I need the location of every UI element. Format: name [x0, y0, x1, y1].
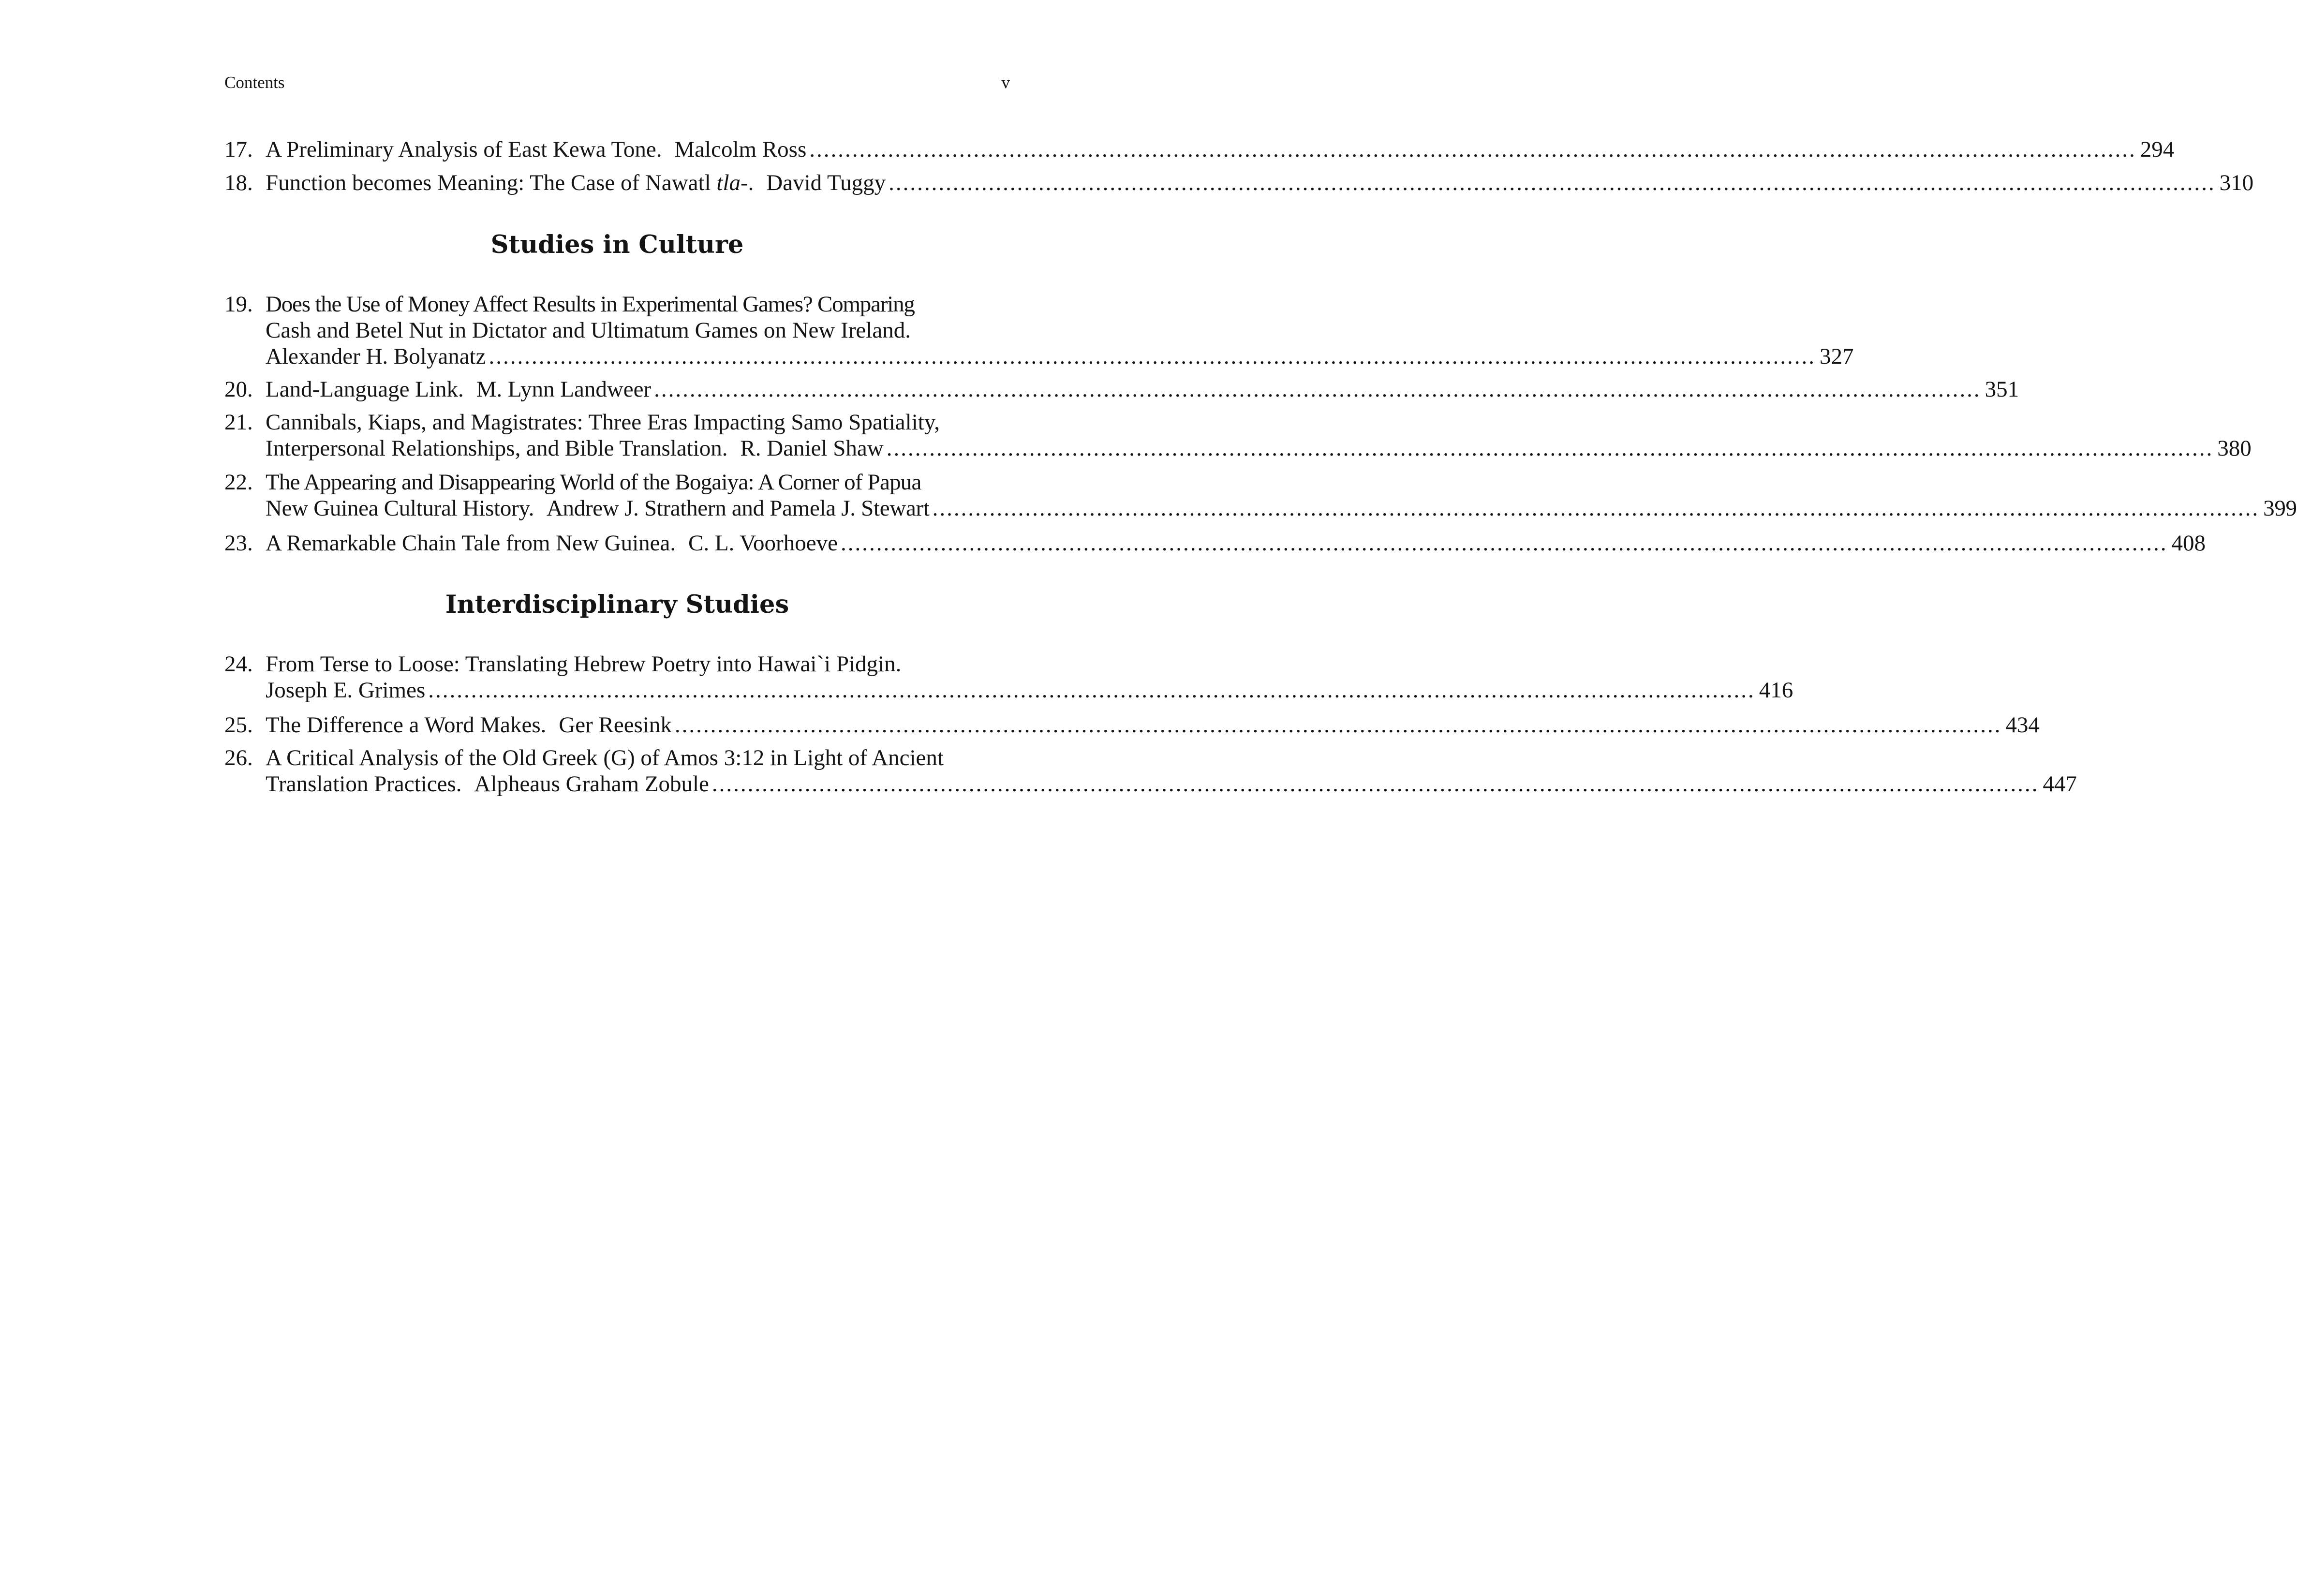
entry-number: 17. — [224, 137, 253, 162]
entry-title-line: Cannibals, Kiaps, and Magistrates: Three Eras Impacting Samo Spatiality, — [266, 410, 940, 435]
dot-leader: .......................................................................................................................................................................................... — [711, 771, 2039, 797]
entry-number: 20. — [224, 377, 253, 402]
entry-page-number: 294 — [2140, 137, 2175, 162]
toc-entry-26[interactable] — [224, 745, 2077, 797]
entry-page-number: 310 — [2219, 170, 2254, 195]
entry-title-line: From Terse to Loose: Translating Hebrew Poetry into Hawai`i Pidgin. — [266, 651, 902, 677]
dot-leader: .......................................................................................................................................................................................... — [654, 377, 1981, 402]
entry-page-number: 399 — [2263, 496, 2297, 521]
entry-number: 19. — [224, 292, 253, 317]
entry-author: Alexander H. Bolyanatz — [266, 344, 486, 369]
entry-number: 22. — [224, 470, 253, 495]
entry-author: Alpheaus Graham Zobule — [474, 771, 709, 797]
entry-number: 25. — [224, 712, 253, 738]
entry-title: A Remarkable Chain Tale from New Guinea. — [266, 531, 676, 556]
dot-leader: .......................................................................................................................................................................................... — [428, 678, 1755, 703]
toc-entry-21[interactable] — [224, 409, 2252, 461]
toc-entry-19[interactable] — [224, 291, 1854, 369]
entry-page-number: 434 — [2005, 712, 2040, 738]
toc-entry-20[interactable] — [224, 376, 2019, 402]
dot-leader: .......................................................................................................................................................................................... — [840, 531, 2168, 556]
toc-entry-17[interactable] — [224, 136, 2175, 163]
entry-author: David Tuggy — [766, 170, 886, 195]
entry-page-number: 447 — [2043, 771, 2077, 797]
entry-title: A Preliminary Analysis of East Kewa Tone. — [266, 137, 662, 162]
entry-title-end: . — [748, 170, 754, 195]
toc-entry-22[interactable] — [224, 469, 2297, 521]
entry-page-number: 408 — [2171, 531, 2206, 556]
dot-leader: .......................................................................................................................................................................................... — [809, 137, 2136, 162]
entry-author: C. L. Voorhoeve — [688, 531, 838, 556]
section-heading-culture: Studies in Culture — [490, 230, 744, 259]
entry-title-line: Does the Use of Money Affect Results in Experimental Games? Comparing — [266, 292, 915, 317]
entry-page-number: 327 — [1819, 344, 1854, 369]
entry-author: R. Daniel Shaw — [740, 436, 884, 461]
entry-author: Malcolm Ross — [674, 137, 807, 162]
section-heading-interdisciplinary: Interdisciplinary Studies — [445, 590, 789, 619]
toc-entry-24[interactable] — [224, 651, 1793, 703]
entry-title: Land-Language Link. — [266, 377, 464, 402]
entry-number: 23. — [224, 531, 253, 556]
entry-title: New Guinea Cultural History. — [266, 496, 534, 521]
entry-author: M. Lynn Landweer — [476, 377, 652, 402]
toc-entry-18[interactable] — [224, 170, 2254, 196]
page-number-roman: v — [1001, 73, 1010, 92]
entry-title-italic: tla- — [716, 170, 748, 195]
dot-leader: .......................................................................................................................................................................................... — [886, 436, 2214, 461]
dot-leader: .......................................................................................................................................................................................... — [932, 496, 2260, 521]
entry-title: Interpersonal Relationships, and Bible Translation. — [266, 436, 728, 461]
dot-leader: .......................................................................................................................................................................................... — [674, 712, 2002, 738]
entry-number: 26. — [224, 745, 253, 770]
entry-number: 18. — [224, 170, 253, 195]
entry-author: Joseph E. Grimes — [266, 678, 426, 703]
dot-leader: .......................................................................................................................................................................................... — [889, 170, 2216, 195]
running-head — [224, 71, 1010, 95]
entry-author: Andrew J. Strathern and Pamela J. Stewart — [546, 496, 930, 521]
entry-title-line: Cash and Betel Nut in Dictator and Ultimatum Games on New Ireland. — [266, 318, 911, 343]
entry-title: Translation Practices. — [266, 771, 462, 797]
entry-title-line: The Appearing and Disappearing World of the Bogaiya: A Corner of Papua — [266, 470, 921, 495]
toc-entry-25[interactable] — [224, 712, 2040, 738]
entry-page-number: 416 — [1759, 678, 1793, 703]
toc-entry-23[interactable] — [224, 530, 2206, 556]
entry-title: The Difference a Word Makes. — [266, 712, 547, 738]
entry-page-number: 351 — [1985, 377, 2019, 402]
entry-number: 21. — [224, 410, 253, 435]
dot-leader: .......................................................................................................................................................................................... — [489, 344, 1816, 369]
entry-title: Function becomes Meaning: The Case of Nawatl — [266, 170, 711, 195]
running-head-title: Contents — [224, 73, 285, 92]
entry-title-line: A Critical Analysis of the Old Greek (G) of Amos 3:12 in Light of Ancient — [266, 745, 944, 770]
entry-number: 24. — [224, 651, 253, 677]
entry-author: Ger Reesink — [559, 712, 672, 738]
entry-page-number: 380 — [2217, 436, 2252, 461]
